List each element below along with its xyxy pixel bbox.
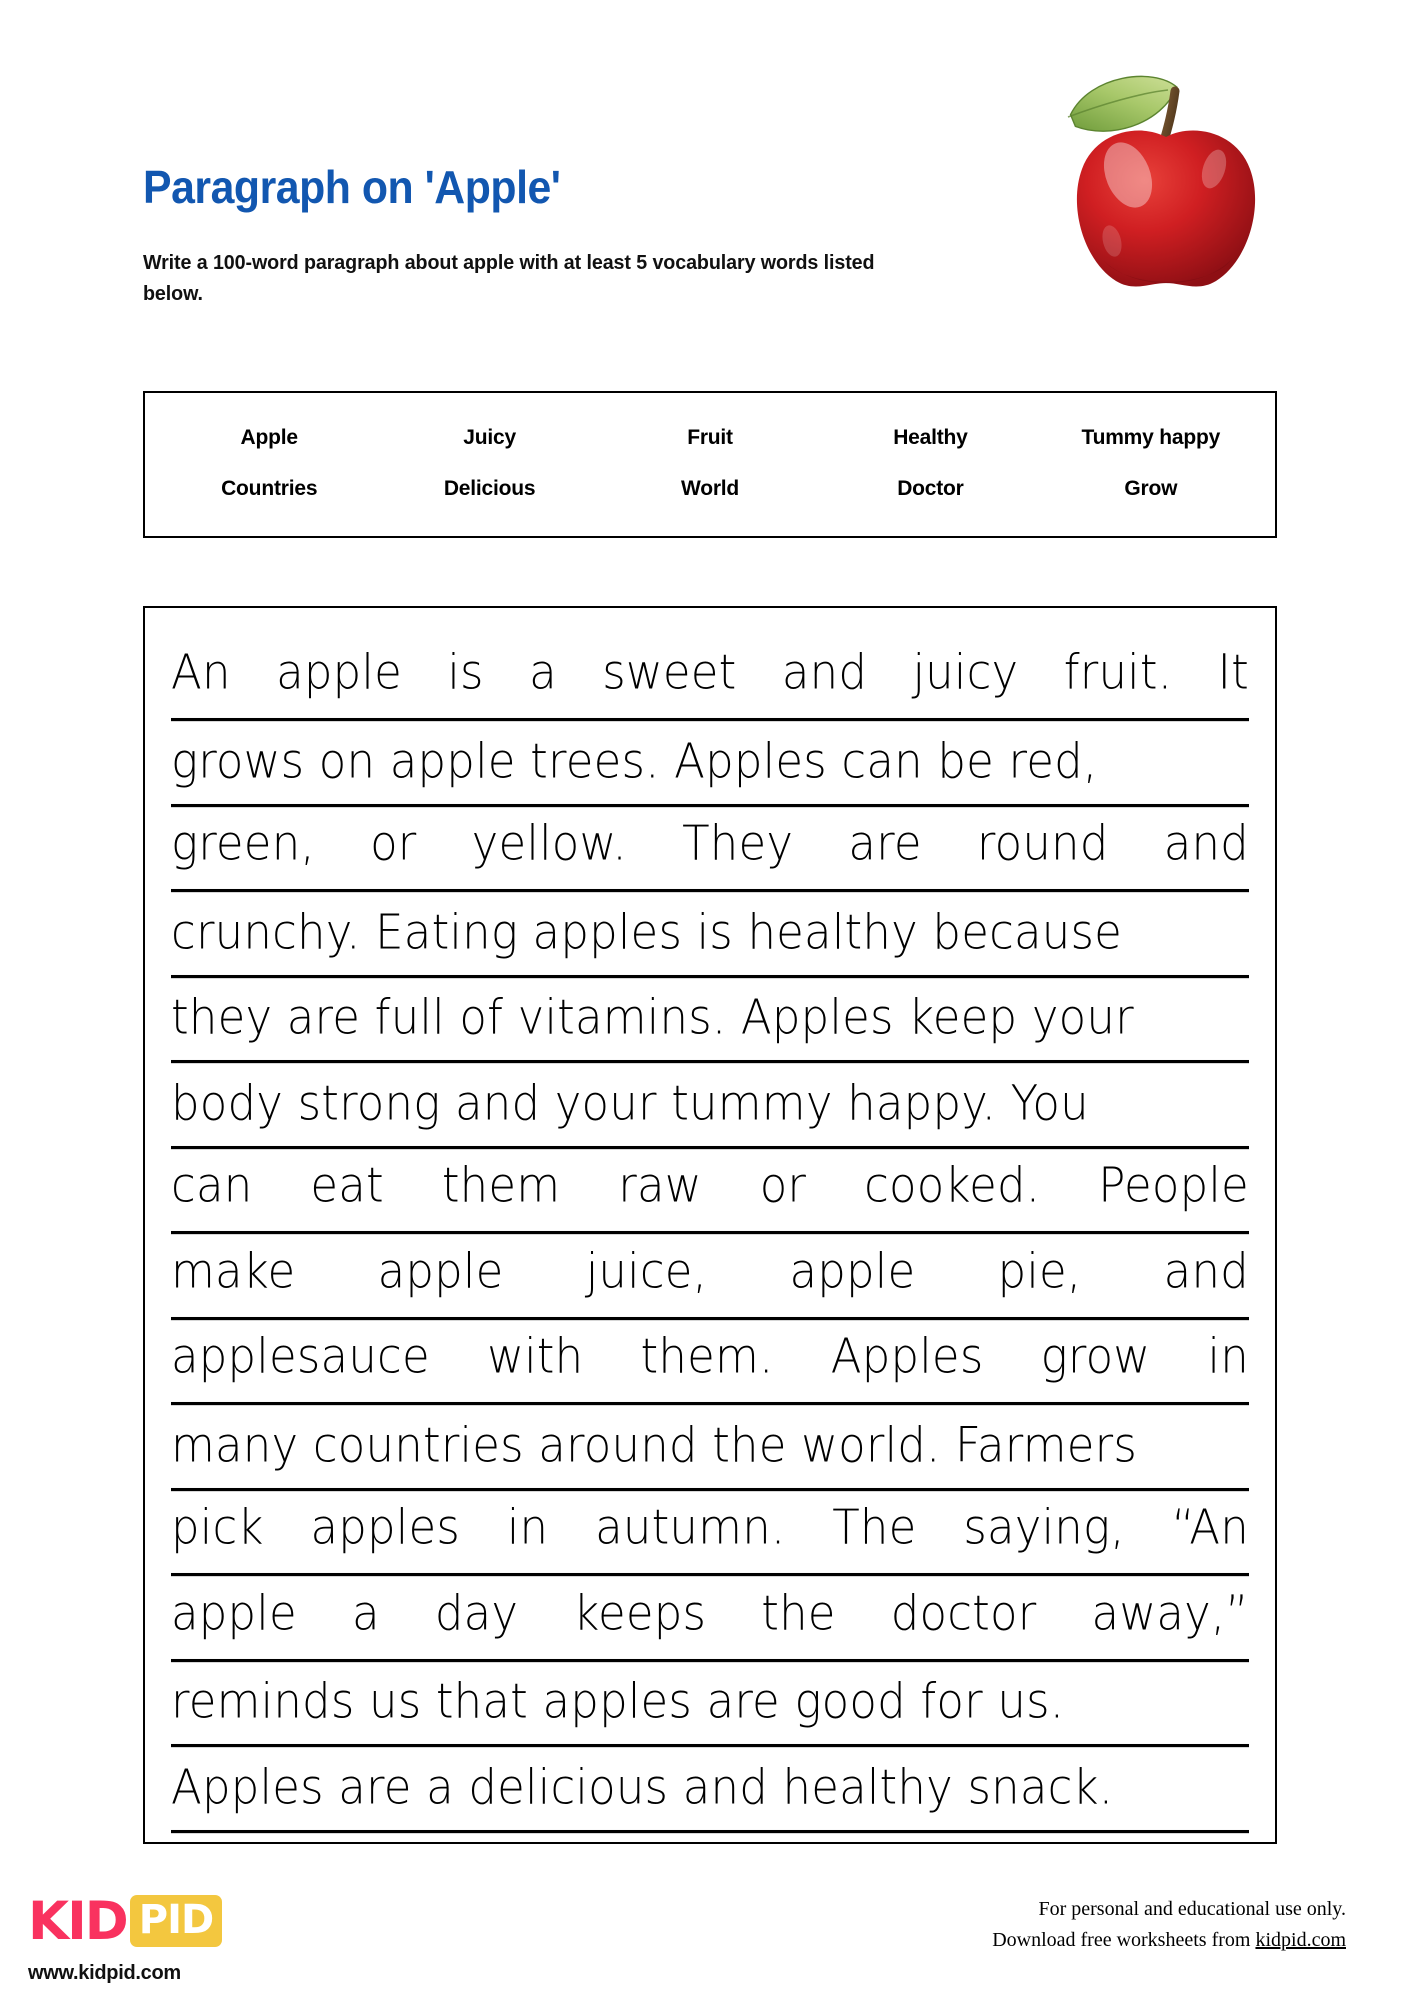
answer-line: many countries around the world. Farmers [171, 1400, 1249, 1491]
answer-word: It [1217, 643, 1249, 700]
answer-line [171, 1485, 1249, 1576]
answer-line: grows on apple trees. Apples can be red, [171, 716, 1249, 807]
answer-word: and [1163, 814, 1249, 871]
answer-word: eat [310, 1156, 384, 1213]
answer-word: can [171, 1156, 253, 1213]
instructions-line-1: Write a 100-word paragraph about apple with at least 5 [143, 251, 648, 274]
footer-note-line-1: For personal and educational use only. [1038, 1898, 1346, 1920]
answer-line [171, 1143, 1249, 1234]
answer-word: pie, [997, 1242, 1082, 1299]
vocabulary-word: World [680, 477, 740, 500]
worksheet-footer [0, 1876, 1414, 2000]
answer-line [171, 1229, 1249, 1320]
vocabulary-word-bank [143, 391, 1277, 538]
logo-pid-badge: PID [130, 1895, 222, 1947]
answer-word: autumn. [595, 1498, 786, 1555]
footer-note-line-2 [992, 1925, 1346, 1956]
answer-word: They [682, 814, 794, 871]
worksheet-header [0, 0, 1414, 380]
answer-word: yellow. [471, 814, 627, 871]
answer-word: An [171, 643, 231, 700]
answer-word: saying, [963, 1498, 1125, 1555]
answer-word: is [447, 643, 484, 700]
footer-usage-note [992, 1894, 1346, 1956]
answer-line: Apples are a delicious and healthy snack. [171, 1742, 1249, 1833]
answer-line: body strong and your tummy happy. You [171, 1058, 1249, 1149]
answer-line [171, 1571, 1249, 1662]
answer-line [171, 630, 1249, 721]
answer-word: pick [171, 1498, 264, 1555]
answer-word: the [761, 1584, 836, 1641]
answer-word: The [832, 1498, 917, 1555]
answer-word: and [781, 643, 868, 700]
instructions [143, 247, 901, 309]
kidpid-logo[interactable] [28, 1890, 258, 1985]
footer-note-prefix: Download free worksheets from [992, 1929, 1256, 1951]
answer-word: make [171, 1242, 296, 1299]
answer-word: round [976, 814, 1109, 871]
answer-word: People [1098, 1156, 1249, 1213]
answer-word: in [1207, 1327, 1249, 1384]
answer-word: are [848, 814, 922, 871]
answer-word: green, [171, 814, 315, 871]
vocabulary-word: Healthy [893, 426, 968, 449]
answer-word: and [1163, 1242, 1249, 1299]
answer-line [171, 801, 1249, 892]
answer-word: fruit. [1063, 643, 1173, 700]
answer-word: “An [1171, 1498, 1249, 1555]
logo-website-url: www.kidpid.com [28, 1962, 181, 1984]
page-title: Paragraph on 'Apple' [143, 161, 561, 213]
vocabulary-word: Tummy happy [1081, 426, 1221, 449]
answer-word: apple [171, 1584, 297, 1641]
vocabulary-word: Countries [221, 477, 318, 500]
answer-word: juice, [585, 1242, 708, 1299]
vocabulary-word: Apple [240, 426, 298, 449]
vocabulary-word: Doctor [897, 477, 964, 500]
vocabulary-word: Delicious [443, 477, 536, 500]
answer-word: grow [1040, 1327, 1151, 1384]
answer-text [171, 630, 1249, 1827]
answer-word: or [759, 1156, 807, 1213]
vocabulary-word: Fruit [687, 426, 733, 449]
answer-word: apple [789, 1242, 916, 1299]
answer-word: keeps [573, 1584, 707, 1641]
vocabulary-row-1 [159, 426, 1261, 450]
answer-line: reminds us that apples are good for us. [171, 1656, 1249, 1747]
answer-word: day [434, 1584, 519, 1641]
answer-word: away,” [1091, 1584, 1249, 1641]
answer-word: with [487, 1327, 584, 1384]
vocabulary-word: Grow [1124, 477, 1178, 500]
answer-word: a [529, 643, 557, 700]
answer-word: sweet [602, 643, 737, 700]
answer-word: Apples [830, 1327, 984, 1384]
answer-word: juicy [912, 643, 1019, 700]
answer-writing-area[interactable] [143, 606, 1277, 1844]
answer-word: raw [618, 1156, 702, 1213]
vocabulary-word: Juicy [463, 426, 516, 449]
answer-line [171, 1314, 1249, 1405]
instructions-line-2: vocabulary words listed below. [143, 251, 875, 305]
apple-illustration [1044, 65, 1289, 300]
answer-word: apple [276, 643, 402, 700]
answer-word: doctor [890, 1584, 1037, 1641]
answer-word: apples [310, 1498, 461, 1555]
answer-word: them. [640, 1327, 774, 1384]
logo-kid-text: KID [28, 1890, 127, 1952]
answer-word: cooked. [864, 1156, 1041, 1213]
kidpid-link[interactable]: kidpid.com [1255, 1929, 1346, 1951]
answer-word: in [506, 1498, 549, 1555]
answer-line: they are full of vitamins. Apples keep your [171, 972, 1249, 1063]
answer-word: them [441, 1156, 561, 1213]
answer-line: crunchy. Eating apples is healthy because [171, 887, 1249, 978]
answer-word: applesauce [171, 1327, 430, 1384]
answer-word: a [351, 1584, 380, 1641]
answer-word: apple [377, 1242, 504, 1299]
vocabulary-row-2 [159, 477, 1261, 501]
answer-word: or [370, 814, 417, 871]
logo-mark [28, 1890, 258, 1952]
